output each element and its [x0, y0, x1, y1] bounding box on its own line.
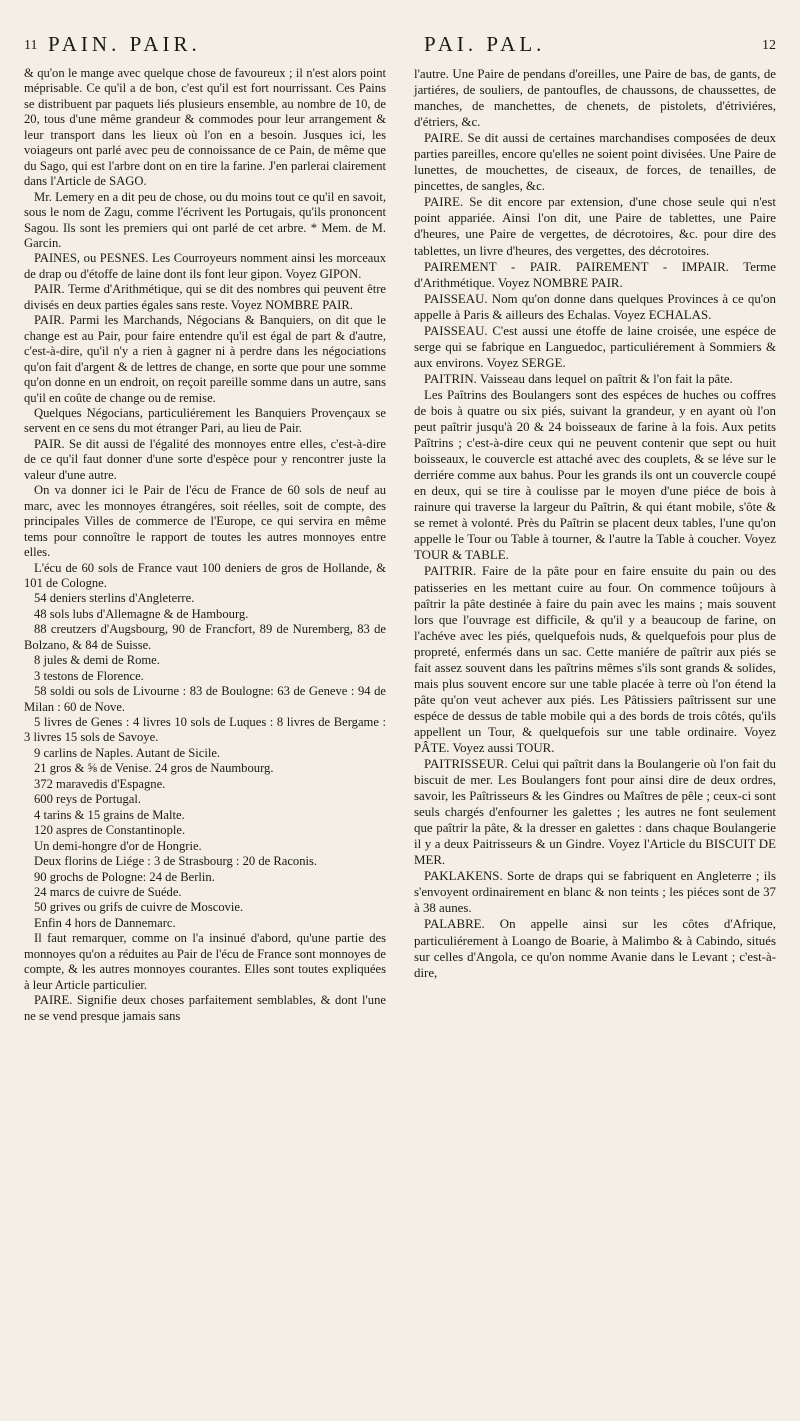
list-item: 120 aspres de Constantinople.	[34, 823, 186, 838]
list-item: Enfin 4 hors de Dannemarc.	[34, 915, 176, 930]
paragraph: L'écu de 60 sols de France vaut 100 deniers de gros de Hollande, & 101 de Cologne.	[24, 560, 386, 590]
paragraph: PAITRISSEUR. Celui qui paîtrit dans la Boulangerie où l'on fait du biscuit de mer. Les Boulangers font pour ainsi dire de deux ordres, savoir, les Paîtrisseurs & les Gindres ou Maîtres de pêle ; ceux-ci sont seuls chargés d'enfourner les galettes ; les autres ne font seulement que paîtrir la pâte, & la dresser en galettes : dans chaque Boulangerie il y a deux Paitrisseurs & un Gindre. Voyez l'Article du BISCUIT DE MER.	[414, 757, 776, 868]
paragraph: Il faut remarquer, comme on l'a insinué d'abord, qu'une partie des monnoyes qu'on a réduites au Pair de l'écu de France sont monnoyes de compte, & les autres monnoyes courantes. Elles sont toutes expliquées à leur Article particulier.	[24, 931, 386, 992]
paragraph: PAIRE. Signifie deux choses parfaitement semblables, & dont l'une ne se vend presque jamais sans	[24, 993, 386, 1023]
right-column	[414, 66, 776, 1024]
list-item: 54 deniers sterlins d'Angleterre.	[34, 591, 195, 606]
paragraph: Les Paîtrins des Boulangers sont des espéces de huches ou coffres de bois à quatre ou six piés, suivant la grandeur, y en ayant où l'on peut paîtrir jusqu'à 20 & 24 boisseaux de farine à la fois. Aux petits Paîtrins ; c'est-à-dire ceux qui ne peuvent contenir que sept ou huit boisseaux, le couvercle est attaché avec des couplets, & se léve sur le derriére comme aux bahus. Pour les grands ils ont un couvercle coupé en deux, qui se tire à coulisse par le moyen d'une piéce de bois à rainure qui traverse la largeur du Paîtrin, & qui étant mobile, s'ôte & se remet à volonté. Près du Paîtrin se placent deux tables, l'une qu'on appelle le Tour ou Table à tourner, & l'autre la Table à coucher. Voyez TOUR & TABLE.	[414, 387, 776, 563]
list-item: 9 carlins de Naples. Autant de Sicile.	[34, 745, 221, 760]
paragraph: PAKLAKENS. Sorte de draps qui se fabriquent en Angleterre ; ils s'envoyent ordinairement en blanc & non teints ; les piéces sont de 37 à 38 aunes.	[414, 869, 776, 916]
paragraph: Mr. Lemery en a dit peu de chose, ou du moins tout ce qu'il en savoit, sous le nom de Zagu, comme l'écrivent les Portugais, qu'ils prononcent Sagou. Ils sont les premiers qui ont parlé de cet arbre. * Mem. de M. Garcin.	[24, 189, 386, 250]
list-item: 8 jules & demi de Rome.	[34, 653, 160, 668]
running-header	[24, 22, 776, 66]
paragraph: On va donner ici le Pair de l'écu de France de 60 sols de neuf au marc, avec les monnoyes étrangéres, soit réelles, soit de compte, des principales Villes de commerce de l'Europe, ce qui servira en même tems pour connoître le rapport de toutes les autres monnoyes entre elles.	[24, 483, 386, 560]
paragraph: PAISSEAU. C'est aussi une étoffe de laine croisée, une espéce de serge qui se fabrique en Languedoc, particuliérement à Sommiers & aux environs. Voyez SERGE.	[414, 323, 776, 370]
list-item: 4 tarins & 15 grains de Malte.	[34, 807, 185, 822]
paragraph: PAIRE. Se dit encore par extension, d'une chose seule qui n'est point appariée. Ainsi l'on dit, une Paire de tablettes, une Paire d'heures, une Paire de vergettes, de décrotoires, &c. pour dire des tablettes, un livre d'heures, des vergettes, des décrotoires.	[414, 195, 776, 258]
list-item: 3 testons de Florence.	[34, 668, 144, 683]
right-page-number: 12	[762, 38, 776, 53]
paragraph: PALABRE. On appelle ainsi sur les côtes d'Afrique, particuliérement à Loango de Boarie, à Malimbo & à Cabindo, situés sur celles d'Angola, ce qu'on nomme Avanie dans le Levant ; c'est-à-dire,	[414, 917, 776, 980]
paragraph: & qu'on le mange avec quelque chose de favoureux ; il n'est alors point méprisable. Ce qu'il a de bon, c'est qu'il est fort nourrissant. Ces Pains se distribuent par paquets liés plusieurs ensemble, au nombre de 10, de 20, tous d'une même grandeur & commodes pour leur arrangement & leur transport dans les lieux où l'on en a besoin. Jusques ici, les voiageurs ont parlé avec peu de connoissance de ce Pain, de même que du Sago, qui est l'arbre dont on en tire la farine. J'en parlerai clairement dans l'Article de SAGO.	[24, 66, 386, 189]
paragraph: PAIRE. Se dit aussi de certaines marchandises composées de deux parties pareilles, encore qu'elles ne soient point divisées. Une Paire de lunettes, de mouchettes, de ciseaux, de forces, de tenailles, de pincettes, de sangles, &c.	[414, 131, 776, 194]
list-item: 90 grochs de Pologne: 24 de Berlin.	[34, 869, 215, 884]
list-item: 600 reys de Portugal.	[34, 792, 142, 807]
list-item: 58 soldi ou sols de Livourne : 83 de Boulogne: 63 de Geneve : 94 de Milan : 60 de Nove.	[24, 684, 386, 714]
right-headword: PAI. PAL.	[424, 32, 546, 56]
list-item: 88 creutzers d'Augsbourg, 90 de Francfort, 89 de Nuremberg, 83 de Bolzano, & 84 de Suisse.	[24, 622, 386, 652]
paragraph: PAITRIR. Faire de la pâte pour en faire ensuite du pain ou des patisseries en les mettant cuire au four. On commence toûjours à paîtrir la pâte destinée à faire du pain avec les mains ; mais souvent lors que l'ouvrage est difficile, & qu'il y a beaucoup de farine, on l'achéve avec les piés, quelquefois nuds, & quelquefois pour plus de propreté, enfermés dans un sac. Cette maniére de paîtrir aux piés se fait assez souvent dans les paîtrins mêmes s'ils sont grands & solides, mais plus souvent encore sur une table placée à terre où l'on étend la pâte qu'on veut achever aux piés. Les Pâtissiers paîtrissent sur une espéce de dessus de table mobile qui a des bords de trois côtés, qu'ils appellent un Tour, & quelquefois sur une table ordinaire. Voyez PÂTE. Voyez aussi TOUR.	[414, 564, 776, 755]
paragraph: PAIR. Se dit aussi de l'égalité des monnoyes entre elles, c'est-à-dire de ce qu'il faut donner d'une sorte d'espèce pour y rencontrer juste la valeur d'une autre.	[24, 436, 386, 482]
left-page-number: 11	[24, 38, 38, 53]
paragraph: PAITRIN. Vaisseau dans lequel on paîtrit & l'on fait la pâte.	[424, 371, 733, 386]
paragraph: PAIREMENT - PAIR. PAIREMENT - IMPAIR. Terme d'Arithmétique. Voyez NOMBRE PAIR.	[414, 259, 776, 290]
list-item: Un demi-hongre d'or de Hongrie.	[34, 838, 202, 853]
paragraph: l'autre. Une Paire de pendans d'oreilles, une Paire de bas, de gants, de jartiéres, de souliers, de pantoufles, de chaussons, de chaussettes, de manches, de manchettes, de chenets, de pistolets, d'étriviéres, d'étriers, &c.	[414, 67, 776, 130]
left-headword: PAIN. PAIR.	[48, 32, 201, 56]
list-item: Deux florins de Liége : 3 de Strasbourg : 20 de Raconis.	[34, 854, 318, 869]
paragraph: PAIR. Terme d'Arithmétique, qui se dit des nombres qui peuvent être divisés en deux parties égales sans reste. Voyez NOMBRE PAIR.	[24, 282, 386, 312]
text-columns	[24, 66, 776, 1024]
paragraph: PAINES, ou PESNES. Les Courroyeurs nomment ainsi les morceaux de drap ou d'étoffe de laine dont ils font leur gipon. Voyez GIPON.	[24, 251, 386, 281]
left-column	[24, 66, 386, 1024]
list-item: 50 grives ou grifs de cuivre de Moscovie.	[34, 900, 244, 915]
paragraph: Quelques Négocians, particuliérement les Banquiers Provençaux se servent en ce sens du mot étranger Pari, au lieu de Pair.	[24, 405, 386, 436]
paragraph: PAIR. Parmi les Marchands, Négocians & Banquiers, on dit que le change est au Pair, pour faire entendre qu'il est égal de part & d'autre, c'est-à-dire, qu'il n'y a rien à gagner ni à perdre dans les négociations qu'on fait d'argent & de lettres de change, en sorte que pour une somme qu'on donne en un endroit, on reçoit pareille somme dans un autre, sans qu'il en coûte de change ou de remise.	[24, 313, 386, 405]
paragraph: PAISSEAU. Nom qu'on donne dans quelques Provinces à ce qu'on appelle à Paris & ailleurs des Echalas. Voyez ECHALAS.	[414, 291, 776, 322]
list-item: 24 marcs de cuivre de Suéde.	[34, 885, 182, 900]
list-item: 5 livres de Genes : 4 livres 10 sols de Luques : 8 livres de Bergame : 3 livres 15 sols de Savoye.	[24, 715, 386, 745]
list-item: 372 maravedis d'Espagne.	[34, 776, 166, 791]
list-item: 48 sols lubs d'Allemagne & de Hambourg.	[34, 606, 249, 621]
list-item: 21 gros & ⅝ de Venise. 24 gros de Naumbourg.	[34, 761, 274, 776]
